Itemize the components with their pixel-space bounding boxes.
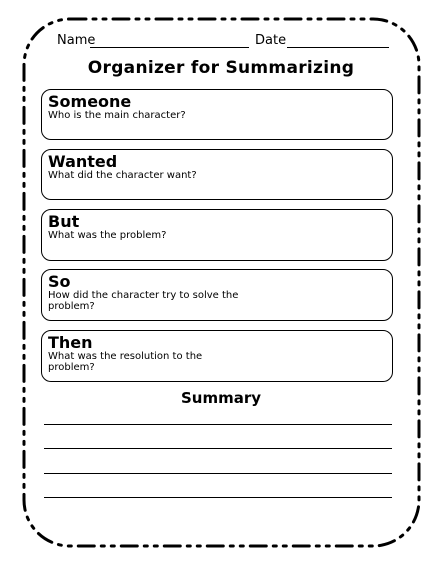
summary-line[interactable]: [44, 473, 392, 474]
name-label: Name: [57, 33, 96, 48]
section-heading: Wanted: [48, 152, 118, 171]
summary-line[interactable]: [44, 448, 392, 449]
section-question: What was the resolution to the problem?: [48, 351, 203, 373]
section-but[interactable]: [41, 209, 393, 261]
section-heading: Then: [48, 333, 93, 352]
section-then[interactable]: [41, 330, 393, 382]
section-question: What was the problem?: [48, 230, 167, 241]
date-label: Date: [255, 33, 287, 48]
summary-title: Summary: [180, 389, 262, 407]
section-heading: Someone: [48, 92, 132, 111]
page-title: Organizer for Summarizing: [87, 58, 355, 78]
section-question: Who is the main character?: [48, 110, 186, 121]
summary-line[interactable]: [44, 497, 392, 498]
name-field[interactable]: [90, 47, 249, 48]
section-someone[interactable]: [41, 89, 393, 140]
summary-line[interactable]: [44, 424, 392, 425]
section-heading: So: [48, 272, 71, 291]
date-field[interactable]: [287, 47, 389, 48]
section-question: What did the character want?: [48, 170, 197, 181]
section-wanted[interactable]: [41, 149, 393, 200]
section-heading: But: [48, 212, 80, 231]
section-question: How did the character try to solve the problem?: [48, 290, 239, 312]
section-so[interactable]: [41, 269, 393, 321]
